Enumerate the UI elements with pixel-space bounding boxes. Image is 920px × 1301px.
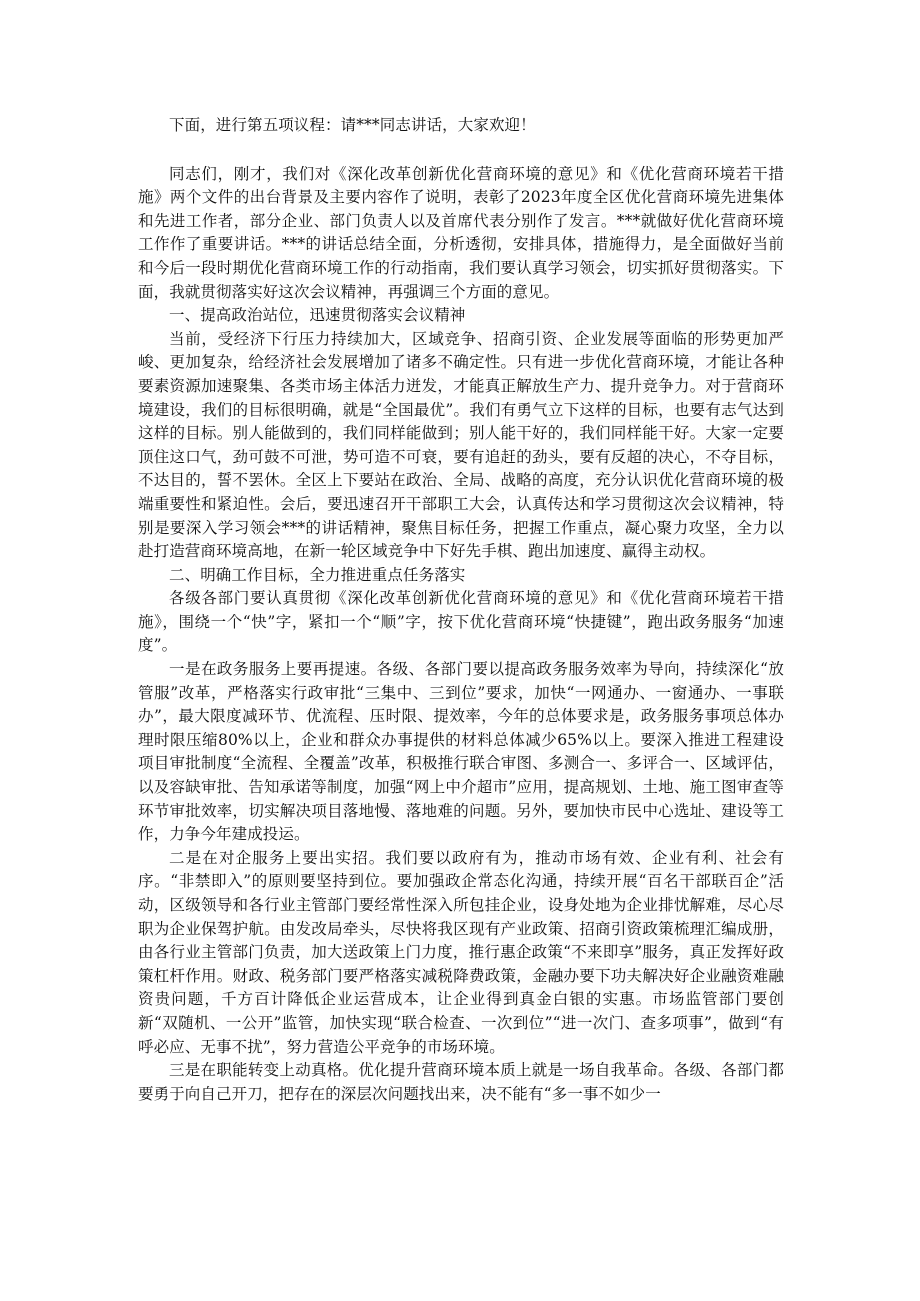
section-heading-2: 二、明确工作目标，全力推进重点任务落实 — [169, 565, 466, 584]
document-body — [138, 114, 784, 1106]
point-1-paragraph: 一是在政务服务上要再提速。各级、各部门要以提高政务服务效率为导向，持续深化“放管服”改革，严格落实行政审批“三集中、三到位”要求，加快“一网通办、一窗通办、一事联办”，最大限度减环节、优流程、压时限、提效率，今年的总体要求是，政务服务事项总体办理时限压缩80%以上，企业和群众办事提供的材料总体减少65%以上。要深入推进工程建设项目审批制度“全流程、全覆盖”改革，积极推行联合审图、多测合一、多评合一、区域评估，以及容缺审批、告知承诺等制度，加强“网上中介超市”应用，提高规划、土地、施工图审查等环节审批效率，切实解决项目落地慢、落地难的问题。另外，要加快市民中心选址、建设等工作，力争今年建成投运。 — [138, 660, 784, 844]
point-2-paragraph: 二是在对企服务上要出实招。我们要以政府有为，推动市场有效、企业有利、社会有序。“非禁即入”的原则要坚持到位。要加强政企常态化沟通，持续开展“百名干部联百企”活动，区级领导和各行业主管部门要经常性深入所包挂企业，设身处地为企业排忧解难，尽心尽职为企业保驾护航。由发改局牵头，尽快将我区现有产业政策、招商引资政策梳理汇编成册，由各行业主管部门负责，加大送政策上门力度，推行惠企政策“不来即享”服务，真正发挥好政策杠杆作用。财政、税务部门要严格落实减税降费政策，金融办要下功夫解决好企业融资难融资贵问题，千方百计降低企业运营成本，让企业得到真金白银的实惠。市场监管部门要创新“双随机、一公开”监管，加快实现“联合检查、一次到位”“进一次门、查多项事”，做到“有呼必应、无事不扰”，努力营造公平竞争的市场环境。 — [138, 848, 784, 1056]
opening-remark: 下面，进行第五项议程：请***同志讲话，大家欢迎！ — [169, 116, 536, 134]
section-2-intro-paragraph: 各级各部门要认真贯彻《深化改革创新优化营商环境的意见》和《优化营商环境若干措施》，围绕一个“快”字，紧扣一个“顺”字，按下优化营商环境“快捷键”，跑出政务服务“加速度”。 — [138, 589, 784, 655]
section-1-paragraph: 当前，受经济下行压力持续加大，区域竞争、招商引资、企业发展等面临的形势更加严峻、更加复杂，给经济社会发展增加了诸多不确定性。只有进一步优化营商环境，才能让各种要素资源加速聚集、各类市场主体活力迸发，才能真正解放生产力、提升竞争力。对于营商环境建设，我们的目标很明确，就是“全国最优”。我们有勇气立下这样的目标，也要有志气达到这样的目标。别人能做到的，我们同样能做到；别人能干好的，我们同样能干好。大家一定要顶住这口气，劲可鼓不可泄，势可造不可衰，要有追赶的劲头，要有反超的决心，不夺目标，不达目的，誓不罢休。全区上下要站在政治、全局、战略的高度，充分认识优化营商环境的极端重要性和紧迫性。会后，要迅速召开干部职工大会，认真传达和学习贯彻这次会议精神，特别是要深入学习领会***的讲话精神，聚焦目标任务，把握工作重点，凝心聚力攻坚，全力以赴打造营商环境高地，在新一轮区域竞争中下好先手棋、跑出加速度、赢得主动权。 — [138, 329, 784, 561]
intro-paragraph: 同志们，刚才，我们对《深化改革创新优化营商环境的意见》和《优化营商环境若干措施》两个文件的出台背景及主要内容作了说明，表彰了2023年度全区优化营商环境先进集体和先进工作者，部分企业、部门负责人以及首席代表分别作了发言。***就做好优化营商环境工作作了重要讲话。***的讲话总结全面，分析透彻，安排具体，措施得力，是全面做好当前和今后一段时期优化营商环境工作的行动指南，我们要认真学习领会，切实抓好贯彻落实。下面，我就贯彻落实好这次会议精神，再强调三个方面的意见。 — [138, 164, 784, 301]
point-3-paragraph: 三是在职能转变上动真格。优化提升营商环境本质上就是一场自我革命。各级、各部门都要勇于向自己开刀，把存在的深层次问题找出来，决不能有“多一事不如少一 — [138, 1061, 784, 1103]
section-heading-1: 一、提高政治站位，迅速贯彻落实会议精神 — [169, 306, 466, 325]
